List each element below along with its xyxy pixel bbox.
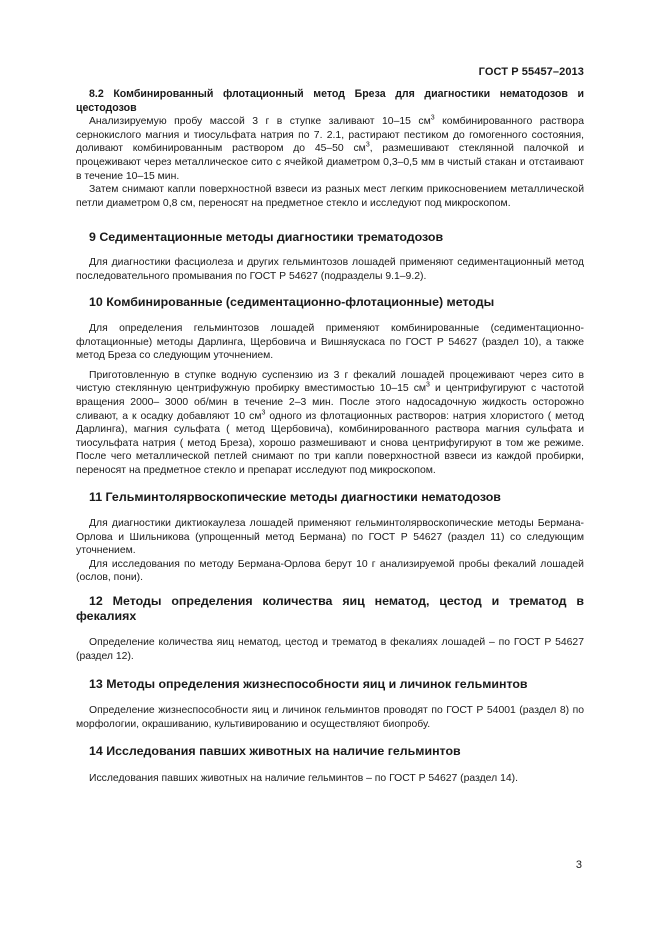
section-13-title: 13 Методы определения жизнеспособности яиц и личинок гельминтов <box>89 677 528 691</box>
section-10-title: 10 Комбинированные (седиментационно-флотационные) методы <box>89 295 495 309</box>
section-8-2-paragraph-1: Анализируемую пробу массой 3 г в ступке заливают 10–15 $см^3$ комбинированного раствора сернокислого магния и тиосульфата натрия по 7. 2.1, растирают пестиком до гомогенного состояния, доливают комбинированным раствором до 45–50 $см^3$, размешивают стеклянной палочкой и процеживают через металлическое сито с ячейкой диаметром 0,3–0,5 мм в чистый стакан и отстаивают в течение 10–15 мин. <box>76 114 585 182</box>
section-14-body <box>76 772 584 786</box>
section-12-title: 12 Методы определения количества яиц нематод, цестод и трематод в фекалиях <box>76 594 584 623</box>
section-13-paragraph-1: Определение жизнеспособности яиц и личинок гельминтов проводят по ГОСТ Р 54001 (раздел 8) по морфологии, окрашиванию, культивированию и осуществляют биопробу. <box>76 705 584 730</box>
section-11-title: 11 Гельминтолярвоскопические методы диагностики нематодозов <box>89 490 501 504</box>
section-8-2-paragraph-2: Затем снимают капли поверхностной взвеси из разных мест легким прикосновением металлической петли диаметром 0,8 см, переносят на предметное стекло и исследуют под микроскопом. <box>76 184 584 209</box>
section-10-body <box>76 322 584 478</box>
section-12-body <box>76 636 584 663</box>
section-10-paragraph-2: Приготовленную в ступке водную суспензию из 3 г фекалий лошадей процеживают через сито в чистую стеклянную центрифужную пробирку вместимостью 10–15 $см^3$ и центрифугируют с частотой вращения 2000– 3000 об/мин в течение 2–3 мин. После этого надосадочную жидкость осторожно сливают, а к осадку добавляют 10 $см^3$ одного из флотационных растворов: натрия хлористого ( метод Дарлинга), магния сульфата ( метод Щербовича), комбинированного раствора магния сульфата и тиосульфата натрия ( метод Бреза), хорошо размешивают и снова центрифугируют в том же режиме. После чего металлической петлей снимают по три капли поверхностной взвеси из каждой пробирки, переносят на предметное стекло и препарат исследуют под микроскопом. <box>76 369 585 476</box>
section-12-paragraph-1: Определение количества яиц нематод, цестод и трематод в фекалиях лошадей – по ГОСТ Р 54627 (раздел 12). <box>76 637 584 662</box>
section-9-body <box>76 256 584 283</box>
section-12 <box>76 594 584 624</box>
section-11-paragraph-1: Для диагностики диктиокаулеза лошадей применяют гельминтолярвоскопические методы Бермана-Орлова и Шильникова (упрощенный метод Бермана) по ГОСТ Р 54627 (раздел 11) со следующим уточнением. <box>76 518 584 557</box>
page-number: 3 <box>575 859 582 871</box>
section-11-body <box>76 517 584 585</box>
section-13-body <box>76 704 584 731</box>
section-11-paragraph-2: Для исследования по методу Бермана-Орлова берут 10 г анализируемой пробы фекалий лошадей (ослов, пони). <box>76 558 584 584</box>
section-9 <box>76 230 584 245</box>
section-9-title: 9 Седиментационные методы диагностики трематодозов <box>89 230 444 244</box>
section-9-paragraph-1: Для диагностики фасциолеза и других гельминтозов лошадей применяют седиментационный метод последовательного промывания по ГОСТ Р 54627 (подразделы 9.1–9.2). <box>76 257 584 282</box>
section-14 <box>76 744 584 759</box>
section-11 <box>76 490 584 505</box>
section-14-paragraph-1: Исследования павших животных на наличие гельминтов – по ГОСТ Р 54627 (раздел 14). <box>89 773 518 784</box>
section-10 <box>76 295 584 310</box>
section-8-2-title: 8.2 Комбинированный флотационный метод Бреза для диагностики нематодозов и цестодозов <box>76 88 584 114</box>
section-14-title: 14 Исследования павших животных на наличие гельминтов <box>89 744 461 758</box>
section-13 <box>76 677 584 692</box>
section-10-paragraph-1: Для определения гельминтозов лошадей применяют комбинированные (седиментационно-флотационные) методы Дарлинга, Щербовича и Вишняускаса по ГОСТ Р 54627 (раздел 10), а также метод Бреза со следующим уточнением. <box>76 323 584 362</box>
section-8-2 <box>76 88 584 210</box>
standard-code: ГОСТ Р 55457–2013 <box>478 66 584 78</box>
